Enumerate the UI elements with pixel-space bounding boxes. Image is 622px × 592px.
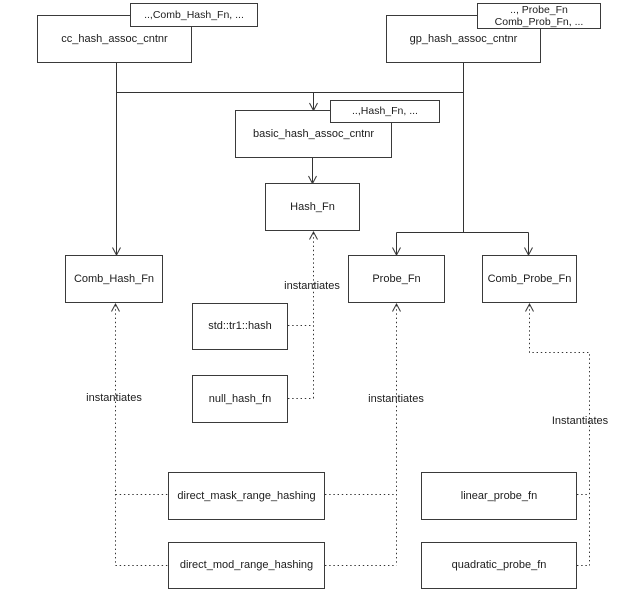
edge-label-instantiates-probe-fn: instantiates [368, 393, 424, 405]
node-label: Comb_Hash_Fn [73, 272, 155, 285]
template-params-label: ..,Hash_Fn, ... [352, 105, 418, 117]
edge-label-instantiates-comb-hash-fn: instantiates [86, 392, 142, 404]
node-label: direct_mask_range_hashing [177, 489, 316, 502]
template-params-label: ..,Comb_Hash_Fn, ... [144, 8, 244, 21]
node-label: quadratic_probe_fn [451, 559, 547, 571]
node-comb-probe-fn [482, 255, 577, 303]
node-label: Probe_Fn [372, 272, 421, 285]
node-label: null_hash_fn [208, 392, 272, 405]
node-label: cc_hash_assoc_cntnr [61, 32, 168, 45]
node-quadratic-probe-fn [421, 542, 577, 589]
node-label: direct_mod_range_hashing [179, 559, 314, 571]
node-std-tr1-hash [192, 303, 288, 350]
node-label: std::tr1::hash [208, 320, 272, 332]
template-params-label-line2: Comb_Prob_Fn, ... [494, 15, 584, 28]
node-label: linear_probe_fn [460, 489, 538, 502]
node-label: Comb_Probe_Fn [487, 272, 572, 285]
template-params-gp [477, 3, 601, 29]
template-params-cc [130, 3, 258, 27]
node-probe-fn [348, 255, 445, 303]
edge-label-instantiates-hash-fn: instantiates [284, 280, 340, 292]
node-null-hash-fn [192, 375, 288, 423]
edge-label-instantiates-comb-probe-fn: Instantiates [551, 415, 609, 427]
node-comb-hash-fn [65, 255, 163, 303]
node-label: gp_hash_assoc_cntnr [409, 32, 518, 45]
node-linear-probe-fn [421, 472, 577, 520]
node-hash-fn [265, 183, 360, 231]
template-params-label-line1: .., Probe_Fn [510, 4, 568, 16]
dotted-edge-arrowheads [112, 232, 534, 312]
template-params-basic [330, 100, 440, 123]
node-label: basic_hash_assoc_cntnr [252, 127, 375, 140]
node-direct-mod-range-hashing [168, 542, 325, 589]
node-direct-mask-range-hashing [168, 472, 325, 520]
node-label: Hash_Fn [290, 200, 335, 213]
